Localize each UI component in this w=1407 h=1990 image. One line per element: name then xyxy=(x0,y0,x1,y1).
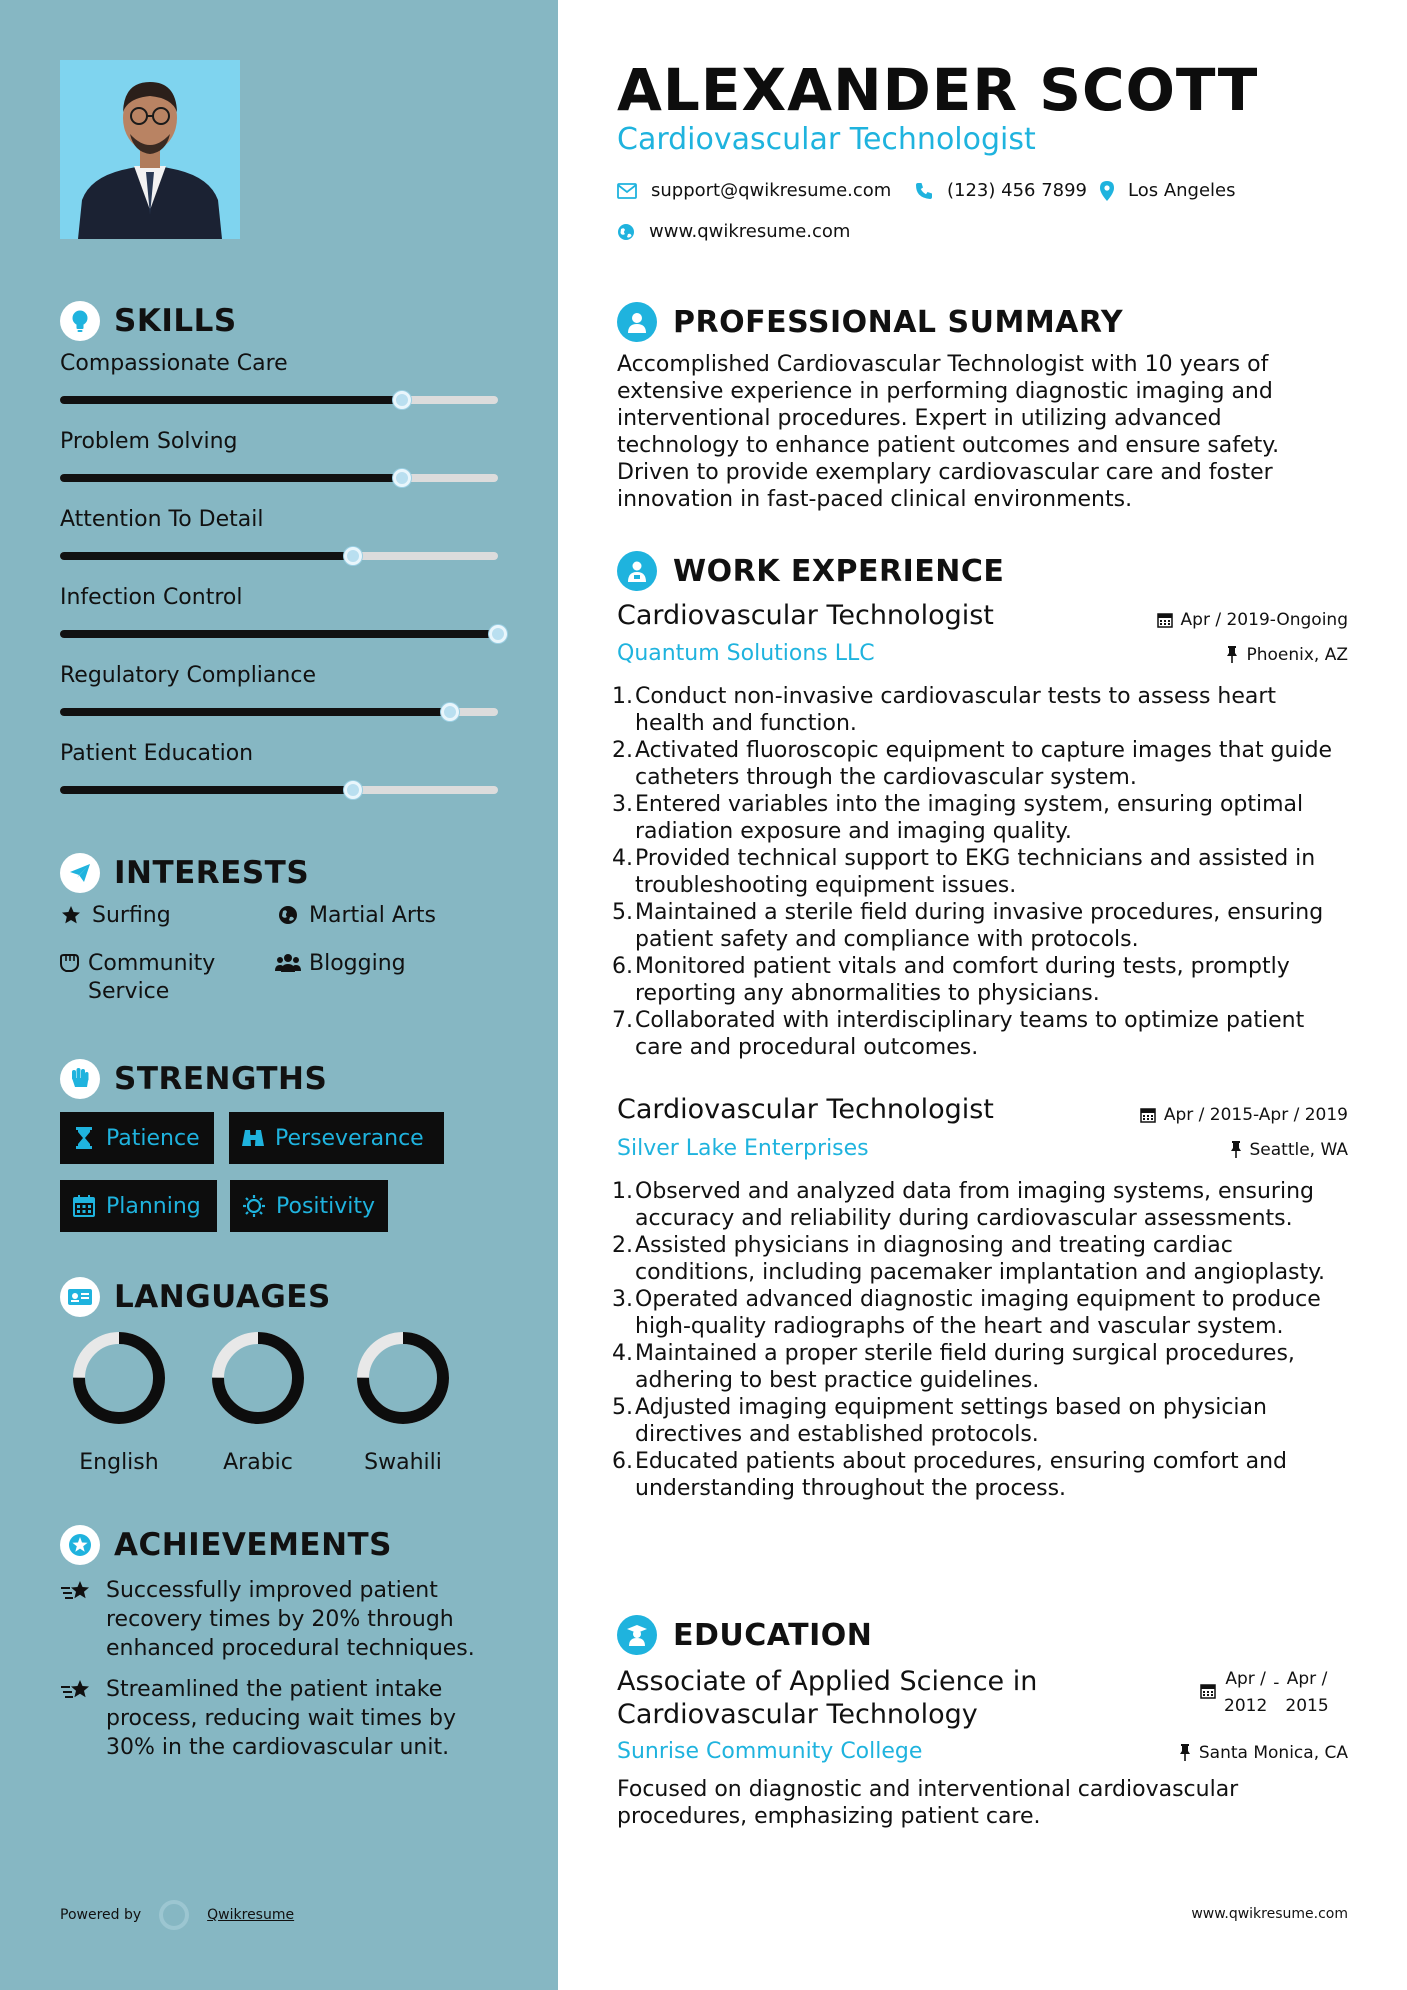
language-label: Arabic xyxy=(223,1450,293,1475)
language-label: English xyxy=(79,1450,159,1475)
globe-icon xyxy=(617,223,635,241)
language-item xyxy=(208,1328,308,1475)
raised-fist-icon xyxy=(60,1059,100,1099)
bullet-item xyxy=(612,791,1342,845)
skill-bar-fill xyxy=(60,630,498,638)
star-badge-icon xyxy=(60,1525,100,1565)
bullet-number: 3. xyxy=(612,792,633,817)
job-company: Quantum Solutions LLC xyxy=(617,641,875,666)
hand-icon xyxy=(58,950,80,973)
bullet-number: 6. xyxy=(612,1449,633,1474)
bullet-number: 1. xyxy=(612,684,633,709)
bullet-text: Activated fluoroscopic equipment to capture images that guide catheters through the cardiovascular system. xyxy=(635,738,1333,790)
paper-plane-icon xyxy=(60,853,100,893)
bullet-text: Adjusted imaging equipment settings based on physician directives and established protocols. xyxy=(635,1395,1267,1447)
language-ring xyxy=(208,1328,308,1428)
contact-location: Los Angeles xyxy=(1100,180,1236,201)
skill-label: Attention To Detail xyxy=(60,507,264,532)
footer-website[interactable]: www.qwikresume.com xyxy=(1191,1906,1348,1922)
bullet-item xyxy=(612,845,1342,899)
interest-community-service: Community Service xyxy=(58,950,258,1006)
skill-bar xyxy=(60,552,498,560)
binoculars-icon xyxy=(241,1128,265,1148)
job-title: Cardiovascular Technologist xyxy=(617,1094,994,1125)
bullet-number: 6. xyxy=(612,954,633,979)
bullet-number: 5. xyxy=(612,900,633,925)
skill-label: Compassionate Care xyxy=(60,351,288,376)
bullet-text: Operated advanced diagnostic imaging equipment to produce high-quality radiographs of the heart and vascular system. xyxy=(635,1287,1321,1339)
languages-heading: LANGUAGES xyxy=(60,1276,331,1318)
bullet-text: Conduct non-invasive cardiovascular tests to assess heart health and function. xyxy=(635,684,1277,736)
profile-photo xyxy=(60,60,240,239)
bullet-item xyxy=(612,737,1342,791)
bullet-number: 5. xyxy=(612,1395,633,1420)
strength-perseverance: Perseverance xyxy=(229,1112,444,1164)
skill-bar-fill xyxy=(60,786,353,794)
job-title: Cardiovascular Technologist xyxy=(617,600,994,631)
job-location: Phoenix, AZ xyxy=(1226,645,1348,665)
bullet-number: 2. xyxy=(612,738,633,763)
powered-by: Powered by Qwikresume xyxy=(60,1900,294,1930)
shooting-star-icon xyxy=(60,1576,92,1663)
bullet-item xyxy=(612,1394,1342,1448)
bullet-number: 1. xyxy=(612,1179,633,1204)
id-card-icon xyxy=(60,1277,100,1317)
users-icon xyxy=(275,950,301,973)
education-degree: Associate of Applied Science in Cardiovascular Technology xyxy=(617,1666,1038,1730)
education-location: Santa Monica, CA xyxy=(1179,1743,1348,1763)
pushpin-icon xyxy=(1230,1141,1242,1159)
bullet-text: Maintained a sterile field during invasive procedures, ensuring patient safety and compliance with protocols. xyxy=(635,900,1324,952)
language-item xyxy=(69,1328,169,1475)
education-date: Apr / 2012 - Apr / 2015 xyxy=(1200,1666,1329,1720)
qwikresume-logo-icon xyxy=(159,1900,189,1930)
interests-heading: INTERESTS xyxy=(60,852,309,894)
achievement-item: Successfully improved patient recovery times by 20% through enhanced procedural techniques. xyxy=(60,1576,510,1663)
sidebar xyxy=(0,0,558,1990)
skill-bar-fill xyxy=(60,708,450,716)
bullet-text: Assisted physicians in diagnosing and treating cardiac conditions, including pacemaker implantation and angioplasty. xyxy=(635,1233,1326,1285)
skill-bar-knob xyxy=(393,391,411,409)
pushpin-icon xyxy=(1226,646,1238,664)
strength-positivity: Positivity xyxy=(230,1180,388,1232)
skill-label: Patient Education xyxy=(60,741,254,766)
skill-bar-knob xyxy=(344,547,362,565)
skill-bar xyxy=(60,396,498,404)
strength-patience: Patience xyxy=(60,1112,214,1164)
graduate-icon xyxy=(617,1615,657,1655)
calendar-icon xyxy=(72,1195,96,1217)
shooting-star-icon xyxy=(60,1675,92,1762)
qwikresume-link[interactable]: Qwikresume xyxy=(207,1907,295,1923)
phone-icon xyxy=(915,182,933,200)
bullet-item xyxy=(612,1448,1342,1502)
map-pin-icon xyxy=(1100,181,1114,201)
achievements-heading: ACHIEVEMENTS xyxy=(60,1524,392,1566)
education-school: Sunrise Community College xyxy=(617,1739,923,1764)
bullet-text: Maintained a proper sterile field during surgical procedures, adhering to best practice guidelines. xyxy=(635,1341,1295,1393)
contact-website[interactable]: www.qwikresume.com xyxy=(617,221,850,242)
bullet-item xyxy=(612,1007,1342,1061)
skill-bar xyxy=(60,630,498,638)
bullet-text: Collaborated with interdisciplinary teams to optimize patient care and procedural outcomes. xyxy=(635,1008,1305,1060)
skill-bar-fill xyxy=(60,396,402,404)
interest-blogging: Blogging xyxy=(275,950,406,978)
summary-heading: PROFESSIONAL SUMMARY xyxy=(617,300,1123,344)
candidate-role: Cardiovascular Technologist xyxy=(617,122,1036,157)
skill-bar xyxy=(60,786,498,794)
bullet-item xyxy=(612,1340,1342,1394)
bullet-text: Provided technical support to EKG technicians and assisted in troubleshooting equipment issues. xyxy=(635,846,1316,898)
education-description: Focused on diagnostic and interventional cardiovascular procedures, emphasizing patient care. xyxy=(617,1777,1239,1829)
calendar-icon xyxy=(1200,1681,1216,1720)
bullet-number: 2. xyxy=(612,1233,633,1258)
user-icon xyxy=(617,302,657,342)
skill-bar-knob xyxy=(441,703,459,721)
bullet-item xyxy=(612,1232,1342,1286)
envelope-icon xyxy=(617,183,637,199)
contact-phone[interactable]: (123) 456 7899 xyxy=(915,180,1087,201)
bullet-text: Observed and analyzed data from imaging systems, ensuring accuracy and reliability during cardiovascular assessments. xyxy=(635,1179,1314,1231)
job-location: Seattle, WA xyxy=(1230,1140,1349,1160)
job-company: Silver Lake Enterprises xyxy=(617,1136,869,1161)
bullet-text: Entered variables into the imaging system, ensuring optimal radiation exposure and imaging quality. xyxy=(635,792,1304,844)
interest-martial-arts: Martial Arts xyxy=(275,902,436,930)
education-heading: EDUCATION xyxy=(617,1613,872,1657)
achievement-item: Streamlined the patient intake process, reducing wait times by 30% in the cardiovascular unit. xyxy=(60,1675,510,1762)
job-bullets xyxy=(612,683,1342,1061)
language-ring xyxy=(69,1328,169,1428)
bullet-number: 3. xyxy=(612,1287,633,1312)
bullet-item xyxy=(612,953,1342,1007)
bullet-item xyxy=(612,1286,1342,1340)
sun-icon xyxy=(242,1195,266,1217)
lightbulb-icon xyxy=(60,301,100,341)
experience-heading: WORK EXPERIENCE xyxy=(617,549,1004,593)
skill-label: Regulatory Compliance xyxy=(60,663,316,688)
summary-text: Accomplished Cardiovascular Technologist with 10 years of extensive experience in performing diagnostic imaging and interventional procedures. Expert in utilizing advanced technology to enhance patient outcomes and ensure safety. Driven to provide exemplary cardiovascular care and foster innovation in fast-paced clinical environments. xyxy=(617,352,1280,512)
skill-bar-knob xyxy=(489,625,507,643)
bullet-item xyxy=(612,683,1342,737)
calendar-icon xyxy=(1157,612,1173,628)
skill-bar-fill xyxy=(60,552,353,560)
job-date: Apr / 2015-Apr / 2019 xyxy=(1140,1105,1348,1125)
strength-planning: Planning xyxy=(60,1180,217,1232)
calendar-icon xyxy=(1140,1107,1156,1123)
skill-bar-knob xyxy=(393,469,411,487)
bullet-number: 4. xyxy=(612,846,633,871)
skill-label: Problem Solving xyxy=(60,429,238,454)
skill-bar xyxy=(60,474,498,482)
language-item xyxy=(353,1328,453,1475)
job-bullets xyxy=(612,1178,1342,1502)
contact-email[interactable]: support@qwikresume.com xyxy=(617,180,891,201)
language-ring xyxy=(353,1328,453,1428)
skill-bar-fill xyxy=(60,474,402,482)
bullet-number: 4. xyxy=(612,1341,633,1366)
job-date: Apr / 2019-Ongoing xyxy=(1157,610,1348,630)
interest-surfing: Surfing xyxy=(58,902,171,930)
globe-icon xyxy=(275,902,301,925)
bullet-number: 7. xyxy=(612,1008,633,1033)
candidate-name: ALEXANDER SCOTT xyxy=(617,56,1259,124)
bullet-item xyxy=(612,899,1342,953)
skill-bar-knob xyxy=(344,781,362,799)
language-label: Swahili xyxy=(364,1450,442,1475)
strengths-heading: STRENGTHS xyxy=(60,1058,327,1100)
pushpin-icon xyxy=(1179,1744,1191,1762)
bullet-item xyxy=(612,1178,1342,1232)
bullet-text: Monitored patient vitals and comfort during tests, promptly reporting any abnormalities to physicians. xyxy=(635,954,1290,1006)
bullet-text: Educated patients about procedures, ensuring comfort and understanding throughout the process. xyxy=(635,1449,1287,1501)
star-icon xyxy=(58,902,84,925)
skill-bar xyxy=(60,708,498,716)
briefcase-user-icon xyxy=(617,551,657,591)
skills-heading: SKILLS xyxy=(60,300,237,342)
skill-label: Infection Control xyxy=(60,585,243,610)
hourglass-icon xyxy=(72,1127,96,1149)
